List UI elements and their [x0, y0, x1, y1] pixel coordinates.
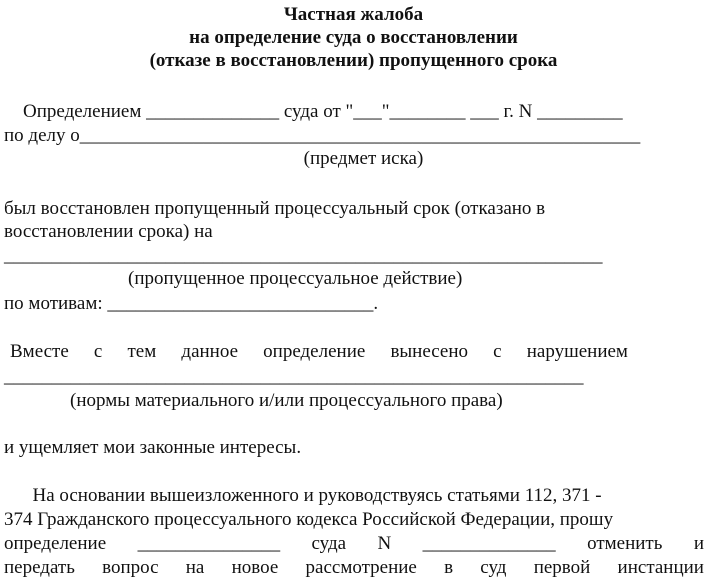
p3-word: нарушением — [526, 341, 628, 362]
document-title-line-2: на определение суда о восстановлении — [189, 27, 518, 48]
paragraph-2-line-2: восстановлении срока) на — [4, 221, 213, 242]
p3-word: с — [93, 341, 103, 362]
p4-word: ______________ — [422, 533, 556, 554]
caption-missed-action: (пропущенное процессуальное действие) — [128, 268, 463, 289]
document-title-line-3: (отказе в восстановлении) пропущенного срока — [149, 50, 558, 71]
paragraph-3-line-2: _____________________________________________________________ — [4, 366, 584, 387]
paragraph-2-motives: по мотивам: ____________________________. — [4, 293, 379, 314]
p4-word: _______________ — [137, 533, 281, 554]
p4-word: первой — [533, 557, 591, 578]
p3-word: Вместе — [10, 341, 69, 362]
p4-word: новое — [231, 557, 279, 578]
p4-word: передать — [4, 557, 75, 578]
paragraph-1-line-2: по делу о___________________________________________________________ — [4, 125, 641, 146]
document-title-line-1: Частная жалоба — [283, 4, 424, 25]
p3-word: определение — [263, 341, 366, 362]
paragraph-4-line-4 — [4, 557, 704, 579]
paragraph-4-line-3 — [4, 533, 704, 555]
p4-word: суда — [311, 533, 347, 554]
p4-word: в — [444, 557, 454, 578]
paragraph-2-line-1: был восстановлен пропущенный процессуальный срок (отказано в — [4, 198, 546, 219]
paragraph-4-line-2: 374 Гражданского процессуального кодекса Российской Федерации, прошу — [4, 509, 614, 530]
p3-word: вынесено — [390, 341, 469, 362]
caption-subject-of-claim: (предмет иска) — [303, 148, 424, 169]
p3-word: данное — [181, 341, 239, 362]
p3-word: с — [493, 341, 502, 362]
p4-word: определение — [4, 533, 107, 554]
p4-word: рассмотрение — [305, 557, 417, 578]
p4-word: вопрос — [102, 557, 159, 578]
p4-word: инстанции — [617, 557, 704, 578]
p4-word: N — [377, 533, 392, 554]
p4-word: отменить — [587, 533, 663, 554]
p4-word: суд — [480, 557, 507, 578]
p4-word: и — [693, 533, 704, 554]
paragraph-4-line-1: На основании вышеизложенного и руководствуясь статьями 112, 371 - — [4, 485, 602, 506]
paragraph-1-line-1: Определением ______________ суда от "___"________ ___ г. N _________ — [4, 101, 623, 122]
p3-word: тем — [127, 341, 157, 362]
paragraph-2-line-3: _______________________________________________________________ — [4, 245, 603, 266]
p4-word: на — [185, 557, 205, 578]
paragraph-3-end: и ущемляет мои законные интересы. — [4, 437, 302, 458]
caption-law-norms: (нормы материального и/или процессуального права) — [70, 390, 503, 411]
paragraph-3-line-1 — [10, 341, 628, 363]
